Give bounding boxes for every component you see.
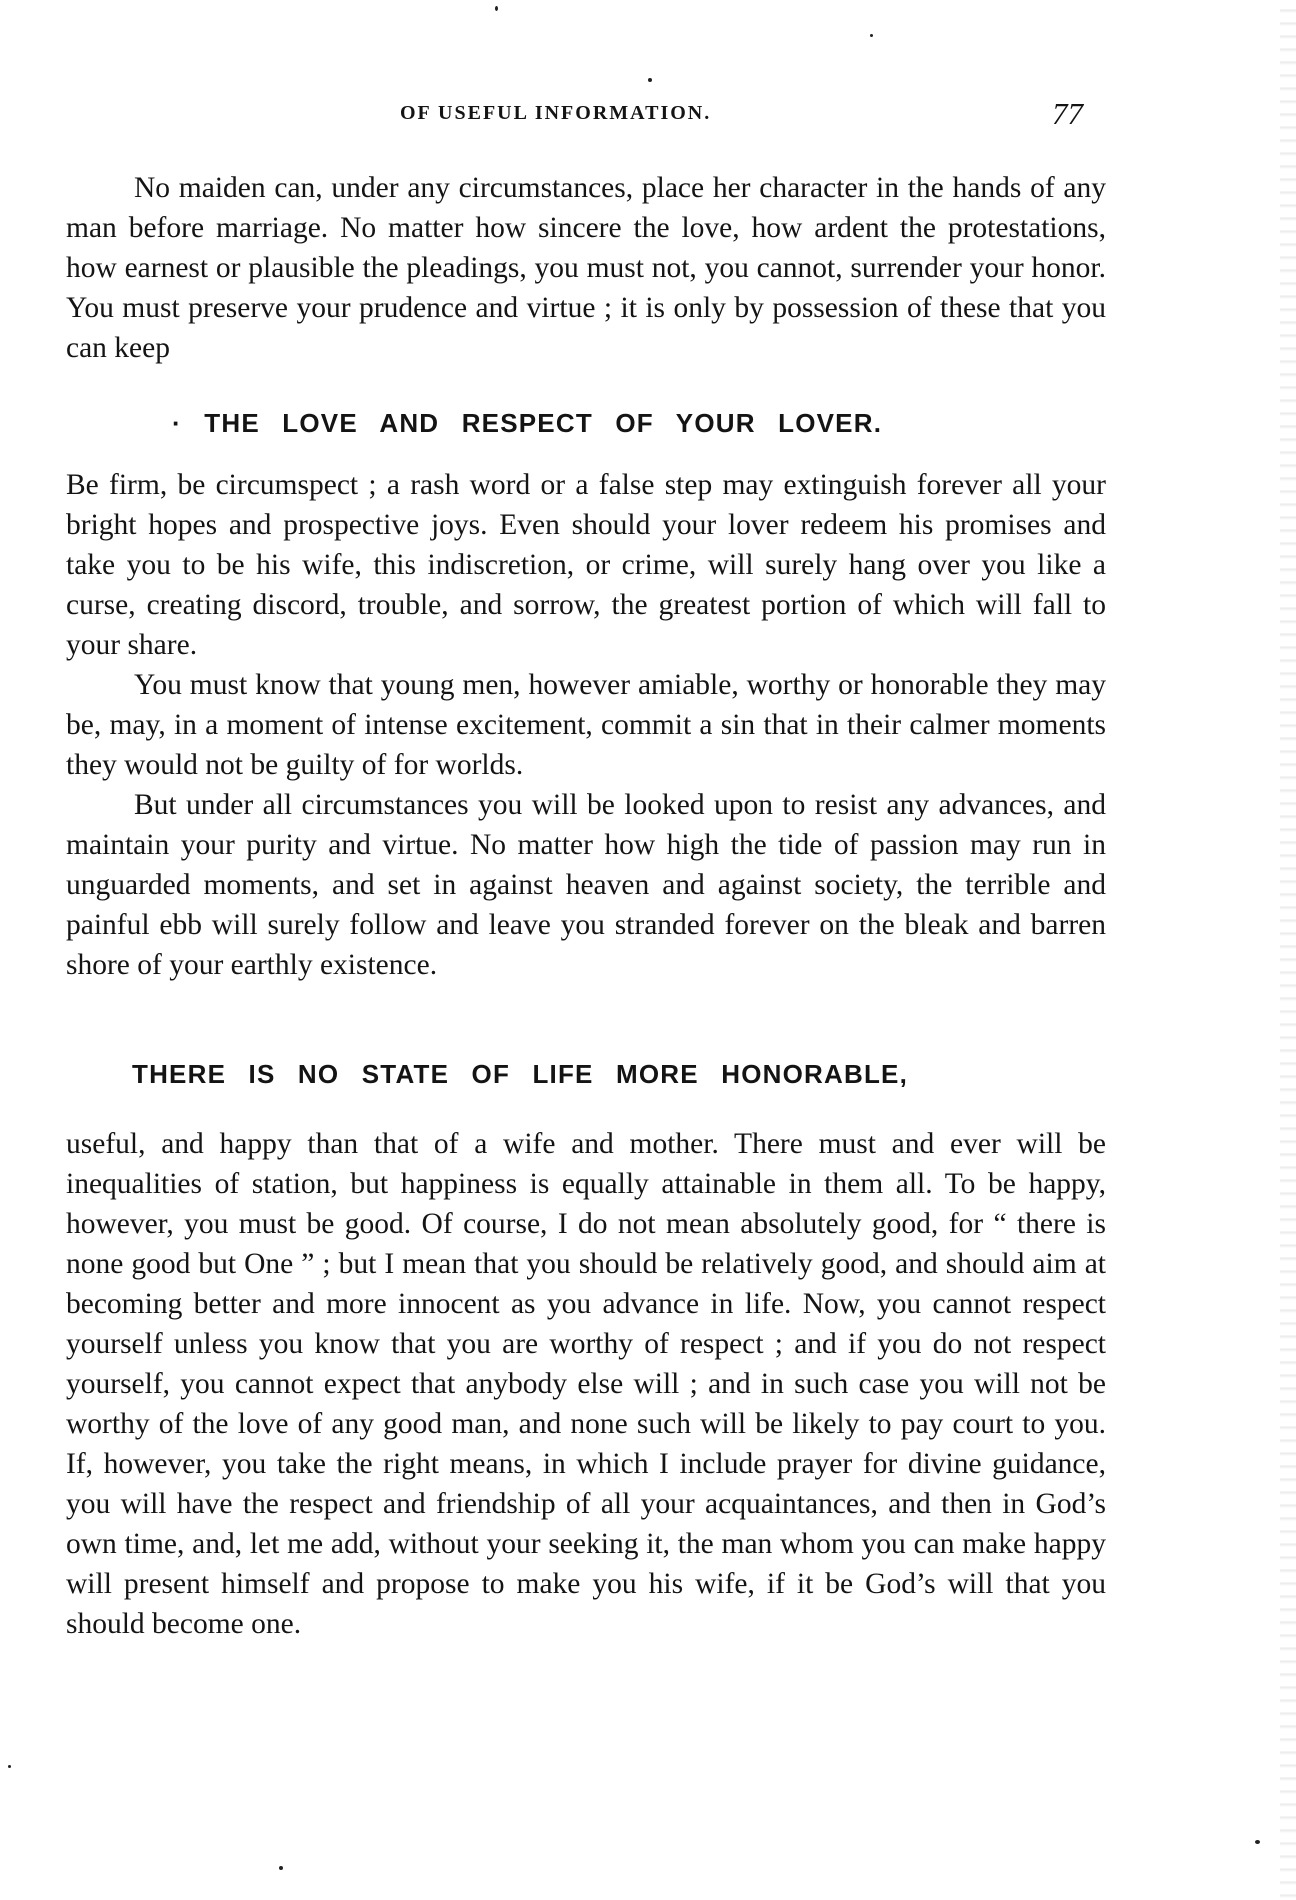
- print-speck: [279, 1866, 283, 1870]
- print-speck: [870, 34, 873, 37]
- print-speck: [8, 1765, 11, 1768]
- section-heading-no-state-of-life: THERE IS NO STATE OF LIFE MORE HONORABLE,: [132, 1059, 909, 1089]
- text-block-opening: [66, 168, 1106, 368]
- text-block-love-and-respect: [66, 465, 1106, 985]
- paragraph: But under all circumstances you will be looked upon to resist any advances, and maintain your purity and virtue. No matter how high the tide of passion may run in unguarded moments, and set in against heaven and against society, the terrible and painful ebb will surely follow and leave you stranded forever on the bleak and barren shore of your earthly existence.: [66, 789, 1106, 981]
- print-speck: [1255, 1840, 1260, 1844]
- running-title: OF USEFUL INFORMATION.: [400, 102, 712, 124]
- paragraph: No maiden can, under any circumstances, place her character in the hands of any man before marriage. No matter how sincere the love, how ardent the protestations, how earnest or plausible the pleadings, you must not, you cannot, surrender your honor. You must preserve your prudence and virtue ; it is only by possession of these that you can keep: [66, 172, 1106, 364]
- running-head: [0, 96, 1296, 136]
- section-heading-love-and-respect: · THE LOVE AND RESPECT OF YOUR LOVER.: [172, 408, 883, 438]
- text-block-wife-and-mother: [66, 1124, 1106, 1644]
- paragraph: You must know that young men, however amiable, worthy or honorable they may be, may, in a moment of intense excitement, commit a sin that in their calmer moments they would not be guilty of for worlds.: [66, 669, 1106, 781]
- page-edge-shadow: [1280, 0, 1296, 1900]
- print-speck: [648, 78, 652, 82]
- print-speck: [495, 6, 498, 11]
- page-number: 77: [1052, 96, 1083, 131]
- paragraph: Be firm, be circumspect ; a rash word or a false step may extinguish forever all your bright hopes and prospective joys. Even should your lover redeem his promises and take you to be his wife, this indiscretion, or crime, will surely hang over you like a curse, creating discord, trouble, and sorrow, the greatest portion of which will fall to your share.: [66, 469, 1106, 661]
- paragraph: useful, and happy than that of a wife and mother. There must and ever will be inequalities of station, but happiness is equally attainable in them all. To be happy, however, you must be good. Of course, I do not mean absolutely good, for “ there is none good but One ” ; but I mean that you should be relatively good, and should aim at becoming better and more innocent as you advance in life. Now, you cannot respect yourself unless you know that you are worthy of respect ; and if you do not respect yourself, you cannot expect that anybody else will ; and in such case you will not be worthy of the love of any good man, and none such will be likely to pay court to you. If, however, you take the right means, in which I include prayer for divine guidance, you will have the respect and friendship of all your acquaintances, and then in God’s own time, and, let me add, without your seeking it, the man whom you can make happy will present himself and propose to make you his wife, if it be God’s will that you should become one.: [66, 1128, 1106, 1640]
